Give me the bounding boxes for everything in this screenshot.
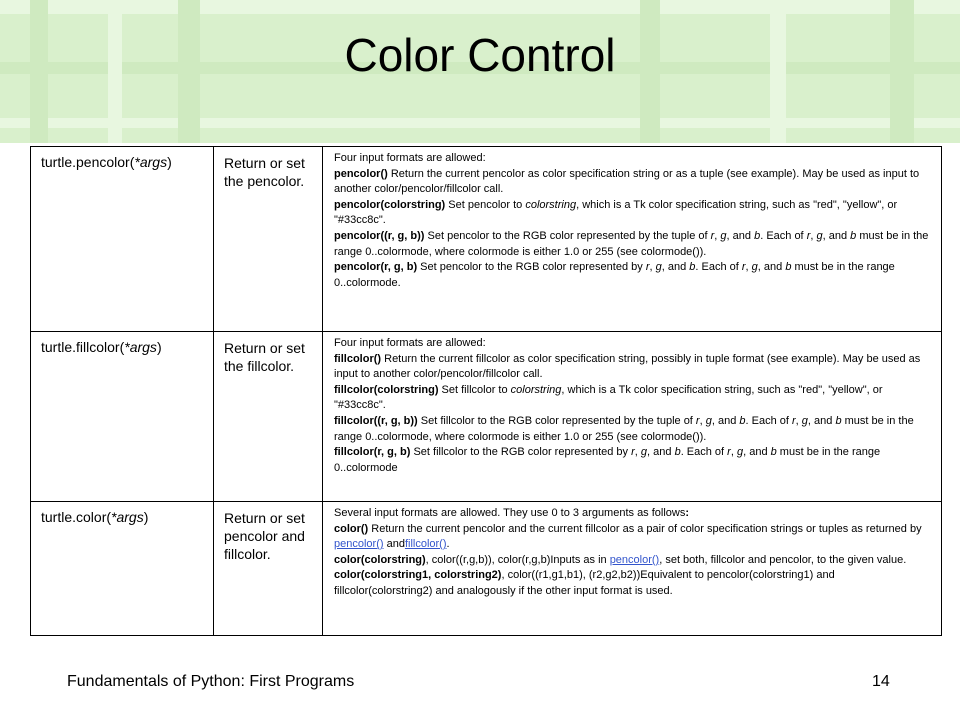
header-band bbox=[0, 118, 960, 128]
slide-title: Color Control bbox=[344, 29, 616, 81]
description-text: Several input formats are allowed. They use 0 to 3 arguments as follows: color() Return the current pencolor and the current fillcolor as a pair of color specification strings or tuples as returned by pencolor() andfillcolor(). color(colorstring), color((r,g,b)), color(r,g,b)Inputs as in pencolor(), set both, fillcolor and pencolor, to the given value. color(colorstring1, colorstring2), color((r1,g1,b1), (r2,g2,b2))Equivalent to pencolor(colorstring1) and fillcolor(colorstring2) and analogously if the other input format is used. bbox=[334, 507, 922, 597]
function-name: turtle.color(*args) bbox=[41, 509, 149, 525]
header-band bbox=[0, 0, 960, 14]
function-name: turtle.pencolor(*args) bbox=[41, 154, 172, 170]
page-number: 14 bbox=[872, 673, 890, 690]
table-row bbox=[31, 332, 942, 502]
color-control-table bbox=[30, 146, 942, 636]
fillcolor-link[interactable]: fillcolor() bbox=[404, 538, 447, 551]
table-row bbox=[31, 147, 942, 332]
pencolor-link[interactable]: pencolor() bbox=[609, 553, 660, 566]
purpose-text: Return or set the pencolor. bbox=[224, 155, 305, 189]
footer-text: Fundamentals of Python: First Programs bbox=[67, 673, 355, 690]
description-cell bbox=[323, 332, 942, 502]
purpose-cell bbox=[214, 502, 323, 636]
purpose-cell bbox=[214, 147, 323, 332]
description-cell bbox=[323, 147, 942, 332]
purpose-text: Return or set pencolor and fillcolor. bbox=[224, 510, 305, 562]
description-text: Four input formats are allowed: pencolor() Return the current pencolor as color specification string or as a tuple (see example). May be used as input to another color/pencolor/fillcolor call. pencolor(colorstring) Set pencolor to colorstring, which is a Tk color specification string, such as "red", "yellow", or "#33cc8c". pencolor((r, g, b)) Set pencolor to the RGB color represented by the tuple of r, g, and b. Each of r, g, and b must be in the range 0..colormode, where colormode is either 1.0 or 255 (see colormode()). pencolor(r, g, b) Set pencolor to the RGB color represented by r, g, and b. Each of r, g, and b must be in the range 0..colormode. bbox=[334, 152, 929, 289]
table-row bbox=[31, 502, 942, 636]
description-text: Four input formats are allowed: fillcolor() Return the current fillcolor as color specification string, possibly in tuple format (see example). May be used as input to another color/pencolor/fillcolor call. fillcolor(colorstring) Set fillcolor to colorstring, which is a Tk color specification string, such as "red", "yellow", or "#33cc8c". fillcolor((r, g, b)) Set fillcolor to the RGB color represented by the tuple of r, g, and b. Each of r, g, and b must be in the range 0..colormode, where colormode is either 1.0 or 255 (see colormode()). fillcolor(r, g, b) Set fillcolor to the RGB color represented by r, g, and b. Each of r, g, and b must be in the range 0..colormode bbox=[334, 337, 921, 474]
function-cell bbox=[31, 502, 214, 636]
function-name: turtle.fillcolor(*args) bbox=[41, 339, 162, 355]
function-cell bbox=[31, 147, 214, 332]
purpose-cell bbox=[214, 332, 323, 502]
pencolor-link[interactable]: pencolor() bbox=[334, 538, 384, 551]
description-cell bbox=[323, 502, 942, 636]
function-cell bbox=[31, 332, 214, 502]
purpose-text: Return or set the fillcolor. bbox=[224, 340, 305, 374]
